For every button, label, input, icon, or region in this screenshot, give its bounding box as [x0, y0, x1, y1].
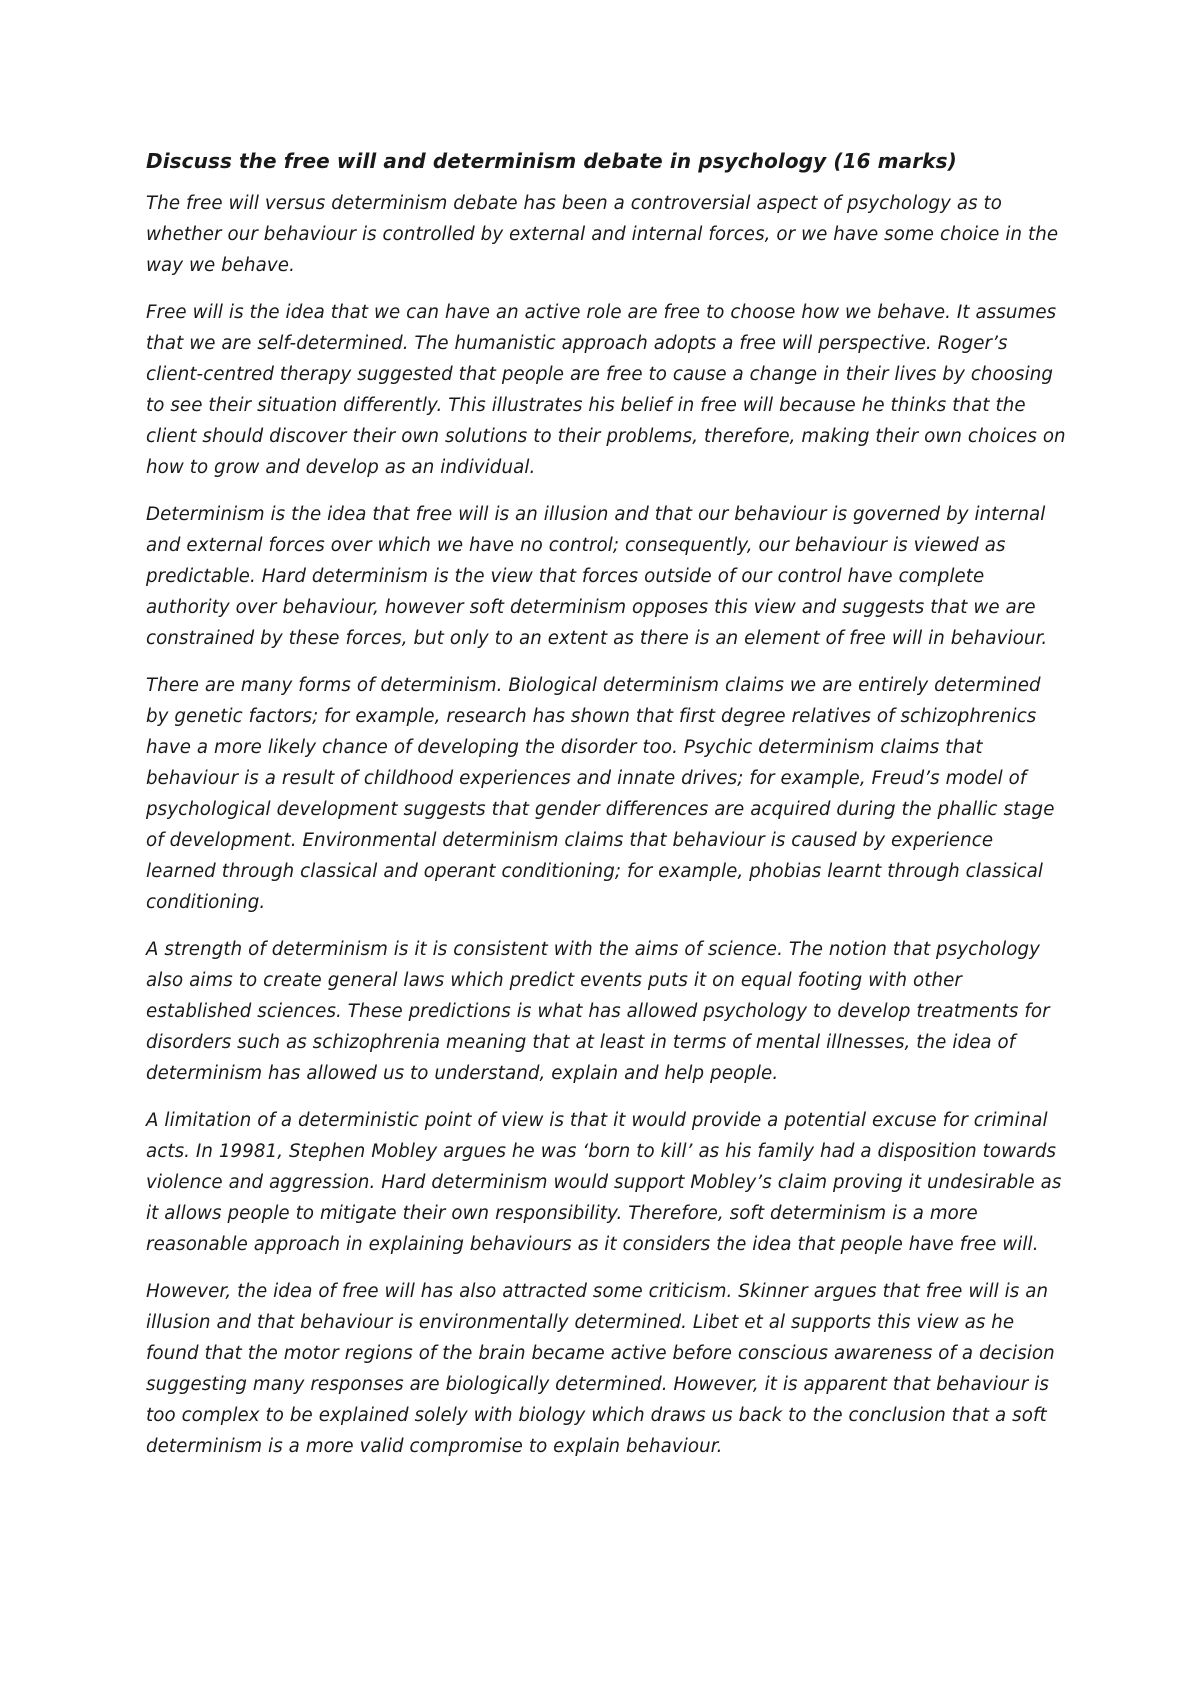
paragraph-determinism: Determinism is the idea that free will is an illusion and that our behaviour is governed by internal and external forces over which we have no control; consequently, our behaviour is viewed as predictable. Hard determinism is the view that forces outside of our control have complete authority over behaviour, however soft determinism opposes this view and suggests that we are constrained by these forces, but only to an extent as there is an element of free will in behaviour.: [146, 504, 1048, 649]
paragraph-limitation: A limitation of a deterministic point of view is that it would provide a potential excuse for criminal acts. In 19981, Stephen Mobley argues he was ‘born to kill’ as his family had a disposition towards violence and aggression. Hard determinism would support Mobley’s claim proving it undesirable as it allows people to mitigate their own responsibility. Therefore, soft determinism is a more reasonable approach in explaining behaviours as it considers the idea that people have free will.: [146, 1110, 1062, 1255]
document-body: [146, 146, 1066, 1478]
paragraph-introduction: The free will versus determinism debate has been a controversial aspect of psychology as to whether our behaviour is controlled by external and internal forces, or we have some choice in the way we behave.: [146, 193, 1059, 276]
paragraph-free-will: Free will is the idea that we can have an active role are free to choose how we behave. It assumes that we are self-determined. The humanistic approach adopts a free will perspective. Roger’s client-centred therapy suggested that people are free to cause a change in their lives by choosing to see their situation differently. This illustrates his belief in free will because he thinks that the client should discover their own solutions to their problems, therefore, making their own choices on how to grow and develop as an individual.: [146, 302, 1066, 478]
paragraph-conclusion: However, the idea of free will has also attracted some criticism. Skinner argues that free will is an illusion and that behaviour is environmentally determined. Libet et al supports this view as he found that the motor regions of the brain became active before conscious awareness of a decision suggesting many responses are biologically determined. However, it is apparent that behaviour is too complex to be explained solely with biology which draws us back to the conclusion that a soft determinism is a more valid compromise to explain behaviour.: [146, 1281, 1055, 1457]
paragraph-strength: A strength of determinism is it is consistent with the aims of science. The notion that psychology also aims to create general laws which predict events puts it on equal footing with other established sciences. These predictions is what has allowed psychology to develop treatments for disorders such as schizophrenia meaning that at least in terms of mental illnesses, the idea of determinism has allowed us to understand, explain and help people.: [146, 939, 1050, 1084]
essay-title: Discuss the free will and determinism debate in psychology (16 marks): [146, 149, 957, 173]
paragraph-forms-of-determinism: There are many forms of determinism. Biological determinism claims we are entirely determined by genetic factors; for example, research has shown that first degree relatives of schizophrenics have a more likely chance of developing the disorder too. Psychic determinism claims that behaviour is a result of childhood experiences and innate drives; for example, Freud’s model of psychological development suggests that gender differences are acquired during the phallic stage of development. Environmental determinism claims that behaviour is caused by experience learned through classical and operant conditioning; for example, phobias learnt through classical conditioning.: [146, 675, 1055, 913]
